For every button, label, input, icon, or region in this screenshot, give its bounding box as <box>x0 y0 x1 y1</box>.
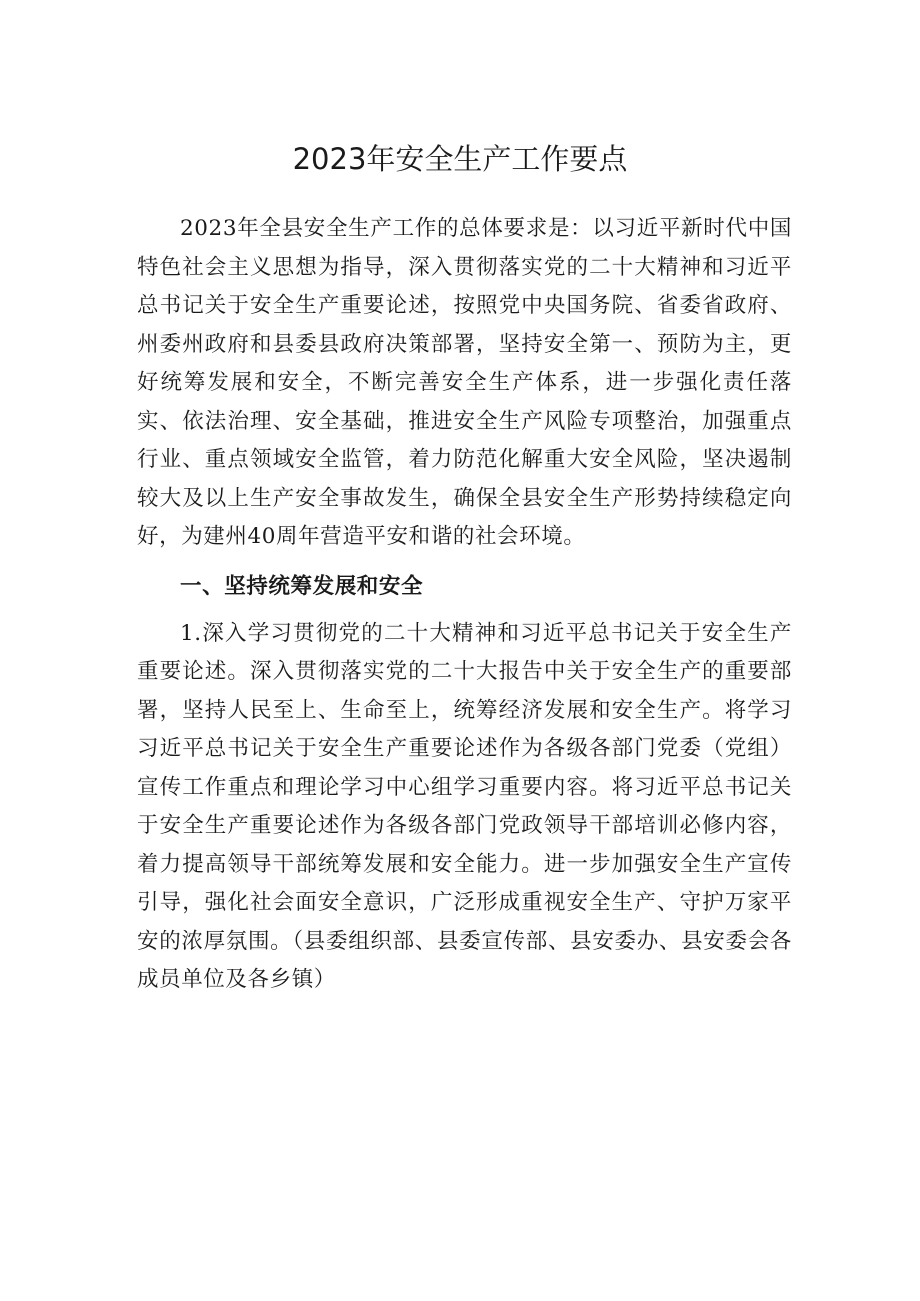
document-body <box>137 210 792 1000</box>
section-paragraph: 1.深入学习贯彻党的二十大精神和习近平总书记关于安全生产重要论述。深入贯彻落实党的二十大报告中关于安全生产的重要部署，坚持人民至上、生命至上，统筹经济发展和安全生产。将学习习近平总书记关于安全生产重要论述作为各级各部门党委（党组）宣传工作重点和理论学习中心组学习重要内容。将习近平总书记关于安全生产重要论述作为各级各部门党政领导干部培训必修内容，着力提高领导干部统筹发展和安全能力。进一步加强安全生产宣传引导，强化社会面安全意识，广泛形成重视安全生产、守护万家平安的浓厚氛围。（县委组织部、县委宣传部、县安委办、县安委会各成员单位及各乡镇） <box>137 620 792 992</box>
section-heading: 一、坚持统筹发展和安全 <box>180 573 424 599</box>
document-title: 2023年安全生产工作要点 <box>292 142 628 176</box>
intro-paragraph: 2023年全县安全生产工作的总体要求是：以习近平新时代中国特色社会主义思想为指导，深入贯彻落实党的二十大精神和习近平总书记关于安全生产重要论述，按照党中央国务院、省委省政府、州委州政府和县委县政府决策部署，坚持安全第一、预防为主，更好统筹发展和安全，不断完善安全生产体系，进一步强化责任落实、依法治理、安全基础，推进安全生产风险专项整治，加强重点行业、重点领域安全监管，着力防范化解重大安全风险，坚决遏制较大及以上生产安全事故发生，确保全县安全生产形势持续稳定向好，为建州40周年营造平安和谐的社会环境。 <box>137 216 792 549</box>
